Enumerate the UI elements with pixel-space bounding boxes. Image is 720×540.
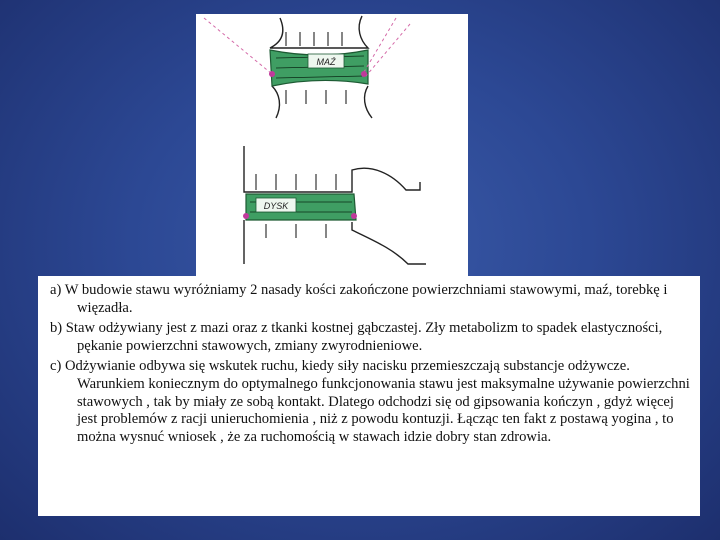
joint-illustration — [196, 14, 468, 276]
accent-dot — [269, 71, 275, 77]
paragraph-b: b) Staw odżywiany jest z mazi oraz z tkanki kostnej gąbczastej. Zły metabolizm to spadek elastyczności, pękanie powierzchni stawowych, zmiany zwyrodnieniowe. — [50, 320, 663, 354]
upper-bone-top — [270, 16, 368, 48]
joint-diagram — [196, 14, 468, 276]
paragraph-c: c) Odżywianie odbywa się wskutek ruchu, kiedy siły nacisku przemieszczają substancje odżywcze. Warunkiem koniecznym do optymalnego funkcjonowania stawu jest maksymalne używanie powierzchni stawowych , tak by miały ze sobą kontakt. Dlatego odchodzi się od gipsowania kończyn , gdyż więcej jest problemów z racji unieruchomienia , niż z powodu kontuzji. Łącząc ten fakt z postawą yogina , to można wysnuć wniosek , że za ruchomością w stawach idzie dobry stan zdrowia. — [50, 358, 690, 445]
accent-dot — [361, 71, 367, 77]
bottom-label: DYSK — [263, 201, 289, 211]
top-label: MAŹ — [316, 57, 336, 67]
accent-dot — [243, 213, 249, 219]
description-text-box — [38, 276, 700, 516]
upper-bone-bottom — [272, 86, 372, 118]
paragraph-a: a) W budowie stawu wyróżniamy 2 nasady kości zakończone powierzchniami stawowymi, maź, torebkę i więzadła. — [50, 282, 668, 316]
lower-bone-bottom — [244, 220, 426, 264]
accent-dot — [351, 213, 357, 219]
lower-bone-top — [244, 146, 420, 192]
